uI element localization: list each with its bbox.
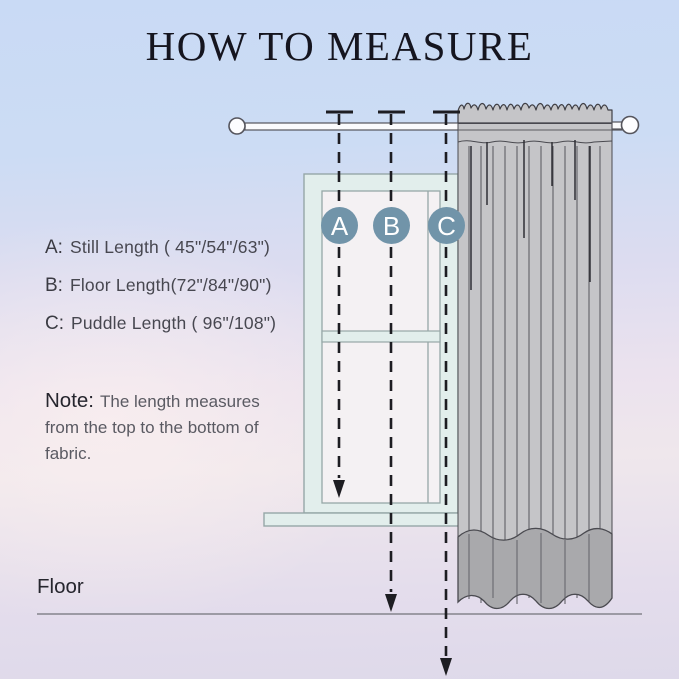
marker-b: [373, 207, 410, 244]
rod-finial-left: [229, 118, 245, 134]
note-label: Note:: [45, 389, 94, 412]
measurement-b-text: Floor Length(72"/84"/90"): [69, 275, 272, 295]
curtain-rod-right: [612, 117, 639, 134]
marker-c-letter: C: [437, 210, 456, 241]
measurement-row-a: [45, 237, 270, 259]
arrowhead-c: [440, 658, 452, 676]
floor-label: Floor: [37, 575, 84, 598]
marker-a: [321, 207, 358, 244]
marker-a-letter: A: [330, 210, 349, 241]
window-sill: [264, 513, 464, 526]
measurement-c-text: Puddle Length ( 96"/108"): [71, 313, 277, 333]
note-line2: from the top to the bottom of fabric.: [45, 418, 259, 463]
note: [45, 388, 295, 467]
marker-b-letter: B: [382, 210, 401, 241]
measurement-row-b: [45, 275, 272, 297]
measurement-a-prefix: A:: [45, 237, 63, 258]
rod-finial-right: [622, 117, 639, 134]
measurement-b-prefix: B:: [45, 275, 63, 296]
measurement-row-c: [45, 313, 276, 335]
curtain: [458, 103, 612, 608]
marker-c: [428, 207, 465, 244]
measurement-a-text: Still Length ( 45"/54"/63"): [69, 237, 271, 257]
arrowhead-b: [385, 594, 397, 612]
curtain-ruffle: [458, 103, 612, 123]
measurement-c-prefix: C:: [45, 313, 64, 334]
note-line1: The length measures: [100, 392, 260, 411]
page-title: HOW TO MEASURE: [145, 23, 534, 69]
